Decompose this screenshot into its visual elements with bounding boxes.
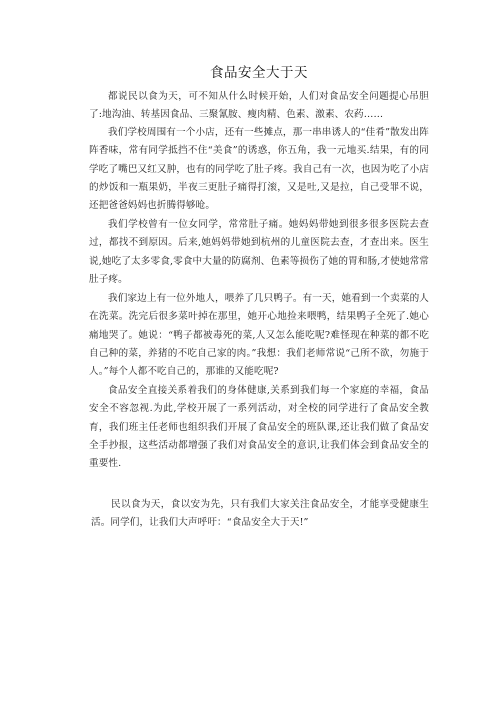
paragraph-3: 我们学校曾有一位女同学，常常肚子痛。她妈妈带她到很多很多医院去查过，都找不到原因。后来,她妈妈带她到杭州的儿童医院去查，才查出来。医生说,她吃了太多零食,零食中大量的防腐剂、色素等损伤了她的胃和肠,才使她常常肚子疼。 (89, 219, 429, 285)
paragraph-4: 我们家边上有一位外地人，喂养了几只鸭子。有一天，她看到一个卖菜的人在洗菜。洗完后很多菜叶掉在那里，她开心地捡来喂鸭，结果鸭子全死了.她心痛地哭了。她说：“鸭子都被毒死的菜,人又怎么能吃呢?难怪现在种菜的都不吃自己种的菜，养猪的不吃自己家的肉。”我想：我们老师常说“己所不欲，勿施于人。”每个人都不吃自己的，那谁的又能吃呢? (89, 293, 429, 378)
paragraph-1: 都说民以食为天，可不知从什么时候开始，人们对食品安全问题提心吊胆了:地沟油、转基因食品、三聚氰胺、瘦肉精、色素、激素、农药…… (89, 91, 429, 121)
paragraph-6: 民以食为天，食以安为先，只有我们大家关注食品安全，才能享受健康生活。同学们，让我们大声呼吁：“食品安全大于天!” (91, 499, 429, 529)
document-title: 食品安全大于天 (210, 65, 308, 81)
paragraph-2: 我们学校周围有一个小店，还有一些摊点，那一串串诱人的“佳肴”散发出阵阵香味，常有同学抵挡不住“美食”的诱惑，你五角，我一元地买.结果，有的同学吃了嘴巴又红又肿，也有的同学吃了肚子疼。我自己有一次，也因为吃了小店的炒饭和一瓶果奶，半夜三更肚子痛得打滚，又是吐,又是拉，自己受罪不说，还把爸爸妈妈也折腾得够呛。 (89, 127, 429, 212)
paragraph-5: 食品安全直接关系着我们的身体健康,关系到我们每一个家庭的幸福，食品安全不容忽视.为此,学校开展了一系列活动，对全校的同学进行了食品安全教育，我们班主任老师也组织我们开展了食品安全的班队课,还让我们做了食品安全手抄报，这些活动都增强了我们对食品安全的意识,让我们体会到食品安全的重要性. (89, 385, 429, 470)
